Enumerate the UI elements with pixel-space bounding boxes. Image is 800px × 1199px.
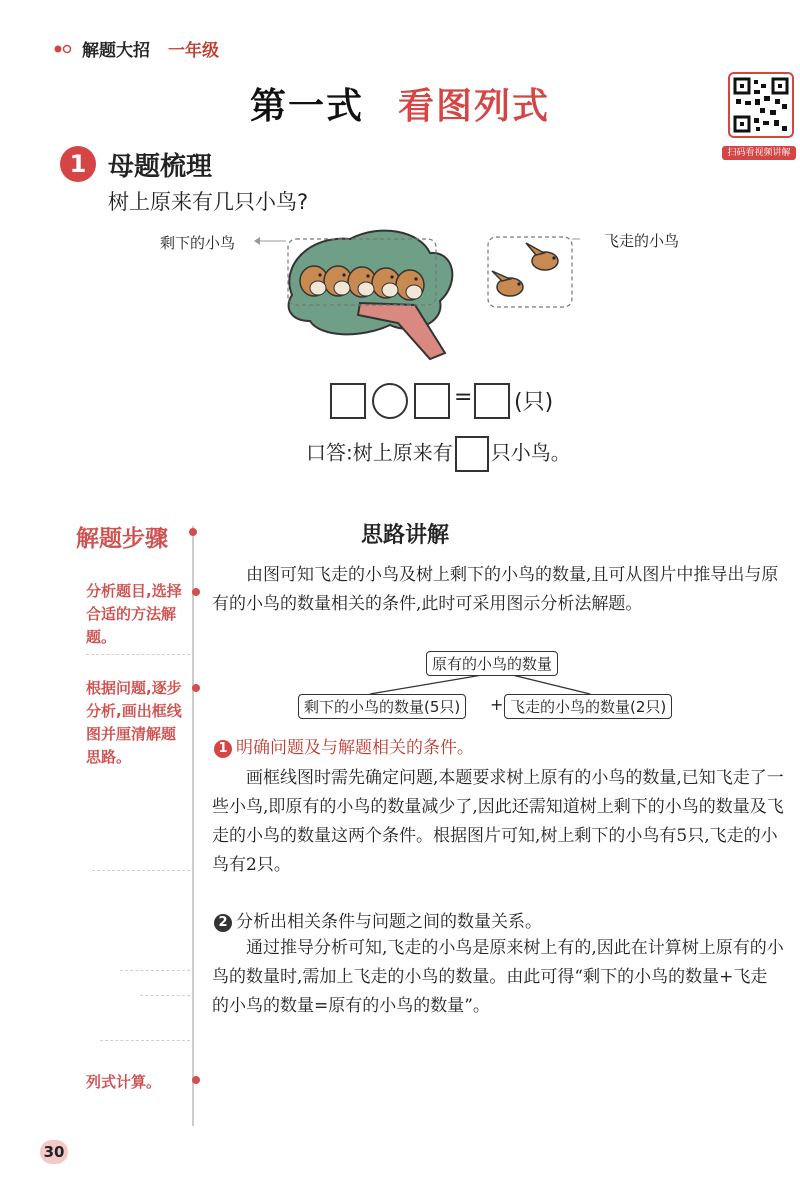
tree-birds-illustration: [240, 225, 580, 365]
point-2-text: 分析出相关条件与问题之间的数量关系。: [236, 912, 542, 932]
diagram-total-box: 原有的小鸟的数量: [426, 651, 558, 676]
answer-box[interactable]: [455, 436, 489, 472]
diagram-remaining-box: 剩下的小鸟的数量(5只): [298, 694, 466, 719]
book-brand: 解题大招: [82, 41, 150, 61]
point-1-badge: 1: [214, 740, 232, 758]
step-separator: [100, 1040, 190, 1041]
title-part2: 看图列式: [398, 86, 551, 127]
step-1: 分析题目,选择合适的方法解题。: [86, 582, 182, 646]
diagram-flown-box: 飞走的小鸟的数量(2只): [504, 694, 672, 719]
page-number: 30: [40, 1140, 68, 1164]
point-2-badge: 2: [214, 914, 232, 932]
equation: [330, 383, 580, 417]
step-separator: [86, 654, 190, 655]
equation-box-2[interactable]: [414, 383, 450, 419]
step-separator: [92, 870, 190, 871]
point-1: [214, 733, 474, 758]
step-1-marker: [192, 588, 200, 596]
step-2: 根据问题,逐步分析,画出框线图并厘清解题思路。: [86, 679, 182, 766]
steps-title: 解题步骤: [76, 526, 168, 552]
page-title: [0, 78, 800, 129]
equation-operator-circle[interactable]: [372, 383, 408, 419]
step-separator: [120, 970, 190, 971]
step-separator: [140, 995, 190, 996]
grade-label: 一年级: [168, 41, 219, 61]
equation-box-1[interactable]: [330, 383, 366, 419]
qr-caption: 扫码看视频讲解: [722, 146, 796, 160]
point-2: [214, 907, 542, 932]
steps-divider-line: [192, 526, 194, 1126]
explanation-para-3: 通过推导分析可知,飞走的小鸟是原来树上有的,因此在计算树上原有的小鸟的数量时,需加上飞走的小鸟的数量。由此可得“剩下的小鸟的数量+飞走的小鸟的数量=原有的小鸟的数量”。: [212, 938, 784, 1016]
brand-dots-icon: [54, 44, 74, 54]
answer-suffix: 只小鸟。: [490, 440, 571, 465]
question-text: 树上原来有几只小鸟?: [108, 190, 309, 214]
step-3: 列式计算。: [86, 1073, 162, 1091]
title-part1: 第一式: [249, 86, 364, 127]
equation-unit: (只): [514, 390, 554, 415]
point-1-text: 明确问题及与解题相关的条件。: [236, 738, 474, 758]
explanation-intro: 由图可知飞走的小鸟及树上剩下的小鸟的数量,且可从图片中推导出与原有的小鸟的数量相关的条件,此时可采用图示分析法解题。: [212, 565, 779, 614]
diagram-plus: +: [490, 695, 504, 714]
section-number-badge: 1: [60, 146, 96, 182]
explanation-para-2: 画框线图时需先确定问题,本题要求树上原有的小鸟的数量,已知飞走了一些小鸟,即原有的小鸟的数量减少了,因此还需知道树上剩下的小鸟的数量及飞走的小鸟的数量这两个条件。根据图片可知,树上剩下的小鸟有5只,飞走的小鸟有2只。: [212, 768, 784, 875]
oral-answer: [306, 436, 571, 472]
label-remaining-birds: 剩下的小鸟: [160, 234, 236, 252]
section-title: 母题梳理: [108, 152, 213, 182]
qr-code-icon[interactable]: [728, 72, 794, 138]
label-flown-birds: 飞走的小鸟: [604, 232, 680, 250]
explanation-title: 思路讲解: [360, 523, 449, 548]
equals-sign: =: [454, 385, 473, 410]
equation-result-box[interactable]: [474, 383, 510, 419]
step-2-marker: [192, 684, 200, 692]
answer-prefix: 口答:树上原来有: [306, 440, 453, 465]
step-3-marker: [192, 1076, 200, 1084]
